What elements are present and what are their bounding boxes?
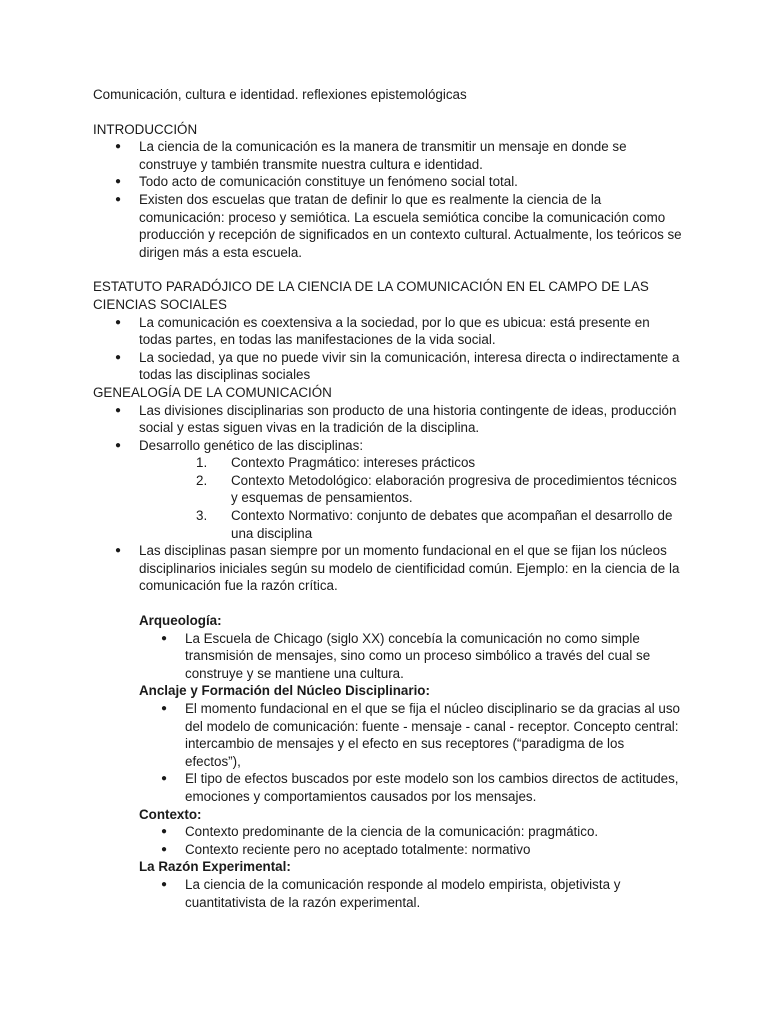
razon-experimental-list [93,876,683,911]
list-item [93,437,683,543]
list-item: ● Contexto reciente pero no aceptado totalmente: normativo [93,841,683,859]
list-item: ● Todo acto de comunicación constituye un fenómeno social total. [93,173,683,191]
genealogia-list [93,402,683,596]
item-text: Contexto Normativo: conjunto de debates que acompañan el desarrollo de una disciplina [231,508,673,541]
list-item: ● La comunicación es coextensiva a la sociedad, por lo que es ubicua: está presente en todas partes, en todas las manifestaciones de la vida social. [93,314,683,349]
item-text: Contexto Metodológico: elaboración progresiva de procedimientos técnicos y esquemas de pensamientos. [231,472,677,506]
spacer [93,595,683,612]
document-title: Comunicación, cultura e identidad. reflexiones epistemológicas [93,87,467,102]
item-text: Contexto Pragmático: intereses prácticos [231,455,476,471]
list-item: ● La Escuela de Chicago (siglo XX) concebía la comunicación no como simple transmisión de mensajes, sino como un proceso simbólico a través del cual se construye y se mantiene una cultura. [93,630,683,683]
arqueologia-list [93,630,683,683]
list-item-text: Desarrollo genético de las disciplinas: [139,437,364,453]
heading-arqueologia: Arqueología: [139,613,222,629]
list-item: ● Contexto predominante de la ciencia de la comunicación: pragmático. [93,823,683,841]
numbered-list [139,454,683,542]
list-item: ● La sociedad, ya que no puede vivir sin la comunicación, interesa directa o indirectamente a todas las disciplinas sociales [93,349,683,384]
list-item: ● Existen dos escuelas que tratan de definir lo que es realmente la ciencia de la comunicación: proceso y semiótica. La escuela semiótica concibe la comunicación como producción y recepción de significados en un contexto cultural. Actualmente, los teóricos se dirigen más a esta escuela. [93,191,683,261]
spacer [93,261,683,278]
heading-razon-experimental: La Razón Experimental: [139,859,291,875]
list-item: ● El tipo de efectos buscados por este modelo son los cambios directos de actitudes, emociones y comportamientos causados por los mensajes. [93,770,683,805]
list-item: ● La ciencia de la comunicación responde al modelo empirista, objetivista y cuantitativista de la razón experimental. [93,876,683,911]
anclaje-list [93,700,683,806]
heading-estatuto: ESTATUTO PARADÓJICO DE LA CIENCIA DE LA COMUNICACIÓN EN EL CAMPO DE LAS CIENCIAS SOCIALES [93,279,649,312]
document-content [93,86,683,911]
estatuto-list [93,314,683,384]
numbered-item [139,454,683,472]
numbered-item [139,472,683,507]
item-number: 1. [196,455,208,471]
list-item: ● Las divisiones disciplinarias son producto de una historia contingente de ideas, producción social y estas siguen vivas en la tradición de la disciplina. [93,402,683,437]
heading-genealogia: GENEALOGÍA DE LA COMUNICACIÓN [93,384,332,400]
heading-contexto: Contexto: [139,806,202,822]
heading-anclaje: Anclaje y Formación del Núcleo Disciplinario: [139,683,430,699]
contexto-list [93,823,683,858]
heading-introduccion: INTRODUCCIÓN [93,121,198,137]
item-number: 2. [196,472,208,488]
list-item: ● Las disciplinas pasan siempre por un momento fundacional en el que se fijan los núcleos disciplinarios iniciales según su modelo de cientificidad común. Ejemplo: en la ciencia de la comunicación fue la razón crítica. [93,542,683,595]
list-item: ● El momento fundacional en el que se fija el núcleo disciplinario se da gracias al uso del modelo de comunicación: fuente - mensaje - canal - receptor. Concepto central: intercambio de mensajes y el efecto en sus receptores (“paradigma de los efectos”), [93,700,683,770]
list-item: ● La ciencia de la comunicación es la manera de transmitir un mensaje en donde se construye y también transmite nuestra cultura e identidad. [93,138,683,173]
item-number: 3. [196,508,208,524]
introduccion-list [93,138,683,261]
numbered-item [139,507,683,542]
